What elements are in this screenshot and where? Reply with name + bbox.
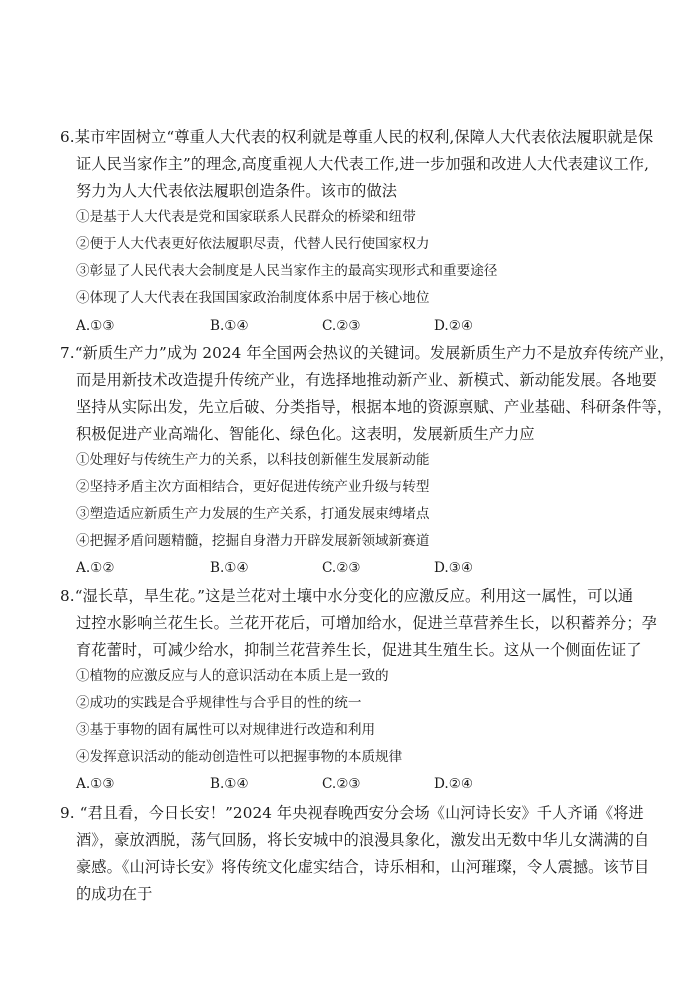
question-7-choice-c: C.②③ bbox=[322, 560, 361, 576]
question-6-stem-line-1: 6.某市牢固树立“尊重人大代表的权利就是尊重人民的权利,保障人大代表依法履职就是保 bbox=[60, 128, 654, 146]
question-7-option-2: ②坚持矛盾主次方面相结合，更好促进传统产业升级与转型 bbox=[76, 479, 430, 495]
question-8-choices bbox=[76, 775, 656, 793]
question-8-option-3: ③基于事物的固有属性可以对规律进行改造和利用 bbox=[76, 722, 376, 738]
question-8-option-4: ④发挥意识活动的能动创造性可以把握事物的本质规律 bbox=[76, 749, 403, 765]
question-7-stem-line-1: 7.“新质生产力”成为 2024 年全国两会热议的关键词。发展新质生产力不是放弃传统产业， bbox=[60, 344, 675, 362]
question-6-choice-b: B.①④ bbox=[210, 318, 249, 334]
question-8-choice-b: B.①④ bbox=[210, 776, 249, 792]
question-7-option-3: ③塑造适应新质生产力发展的生产关系，打通发展束缚堵点 bbox=[76, 506, 430, 522]
question-6-choice-a: A.①③ bbox=[76, 318, 115, 334]
question-8-option-1: ①植物的应激反应与人的意识活动在本质上是一致的 bbox=[76, 668, 389, 684]
question-8-stem-line-1: 8.“湿长草，旱生花。”这是兰花对土壤中水分变化的应激反应。利用这一属性，可以通 bbox=[60, 587, 634, 605]
question-9-stem-line-4: 的成功在于 bbox=[76, 885, 153, 903]
question-6-option-1: ①是基于人大代表是党和国家联系人民群众的桥梁和纽带 bbox=[76, 209, 416, 225]
question-6-choices bbox=[76, 317, 656, 335]
question-8-choice-a: A.①③ bbox=[76, 776, 115, 792]
question-6-option-3: ③彰显了人民代表大会制度是人民当家作主的最高实现形式和重要途径 bbox=[76, 263, 498, 279]
question-7-stem-line-4: 积极促进产业高端化、智能化、绿色化。这表明，发展新质生产力应 bbox=[76, 425, 535, 443]
question-7-stem-line-3: 坚持从实际出发，先立后破、分类指导，根据本地的资源禀赋、产业基础、科研条件等， bbox=[76, 398, 673, 416]
question-8-choice-c: C.②③ bbox=[322, 776, 361, 792]
question-7-option-4: ④把握矛盾问题精髓，挖掘自身潜力开辟发展新领域新赛道 bbox=[76, 533, 430, 549]
question-6-choice-d: D.②④ bbox=[434, 318, 474, 334]
question-7-choice-a: A.①② bbox=[76, 560, 115, 576]
question-7-choices bbox=[76, 559, 656, 577]
question-8-option-2: ②成功的实践是合乎规律性与合乎目的性的统一 bbox=[76, 695, 362, 711]
question-7-stem-line-2: 而是用新技术改造提升传统产业，有选择地推动新产业、新模式、新动能发展。各地要 bbox=[76, 371, 657, 389]
question-6-stem-line-3: 努力为人大代表依法履职创造条件。该市的做法 bbox=[76, 182, 398, 200]
question-6-option-4: ④体现了人大代表在我国国家政治制度体系中居于核心地位 bbox=[76, 290, 430, 306]
question-8-stem-line-2: 过控水影响兰花生长。兰花开花后，可增加给水，促进兰草营养生长，以积蓄养分；孕 bbox=[76, 614, 657, 632]
question-8-choice-d: D.②④ bbox=[434, 776, 474, 792]
question-8-stem-line-3: 育花蕾时，可减少给水，抑制兰花营养生长，促进其生殖生长。这从一个侧面佐证了 bbox=[76, 641, 642, 659]
question-7-choice-b: B.①④ bbox=[210, 560, 249, 576]
question-9-stem-line-2: 酒》，豪放洒脱，荡气回肠，将长安城中的浪漫具象化，激发出无数中华儿女满满的自 bbox=[76, 831, 650, 849]
question-6-option-2: ②便于人大代表更好依法履职尽责，代替人民行使国家权力 bbox=[76, 236, 430, 252]
question-6-stem-line-2: 证人民当家作主”的理念,高度重视人大代表工作,进一步加强和改进人大代表建议工作, bbox=[76, 155, 649, 173]
question-7-option-1: ①处理好与传统生产力的关系，以科技创新催生发展新动能 bbox=[76, 452, 430, 468]
question-9-stem-line-3: 豪感。《山河诗长安》将传统文化虚实结合，诗乐相和，山河璀璨，令人震撼。该节目 bbox=[76, 858, 650, 876]
question-7-choice-d: D.③④ bbox=[434, 560, 474, 576]
question-9-stem-line-1: 9. “君且看，今日长安！”2024 年央视春晚西安分会场《山河诗长安》千人齐诵《将进 bbox=[60, 804, 644, 822]
question-6-choice-c: C.②③ bbox=[322, 318, 361, 334]
